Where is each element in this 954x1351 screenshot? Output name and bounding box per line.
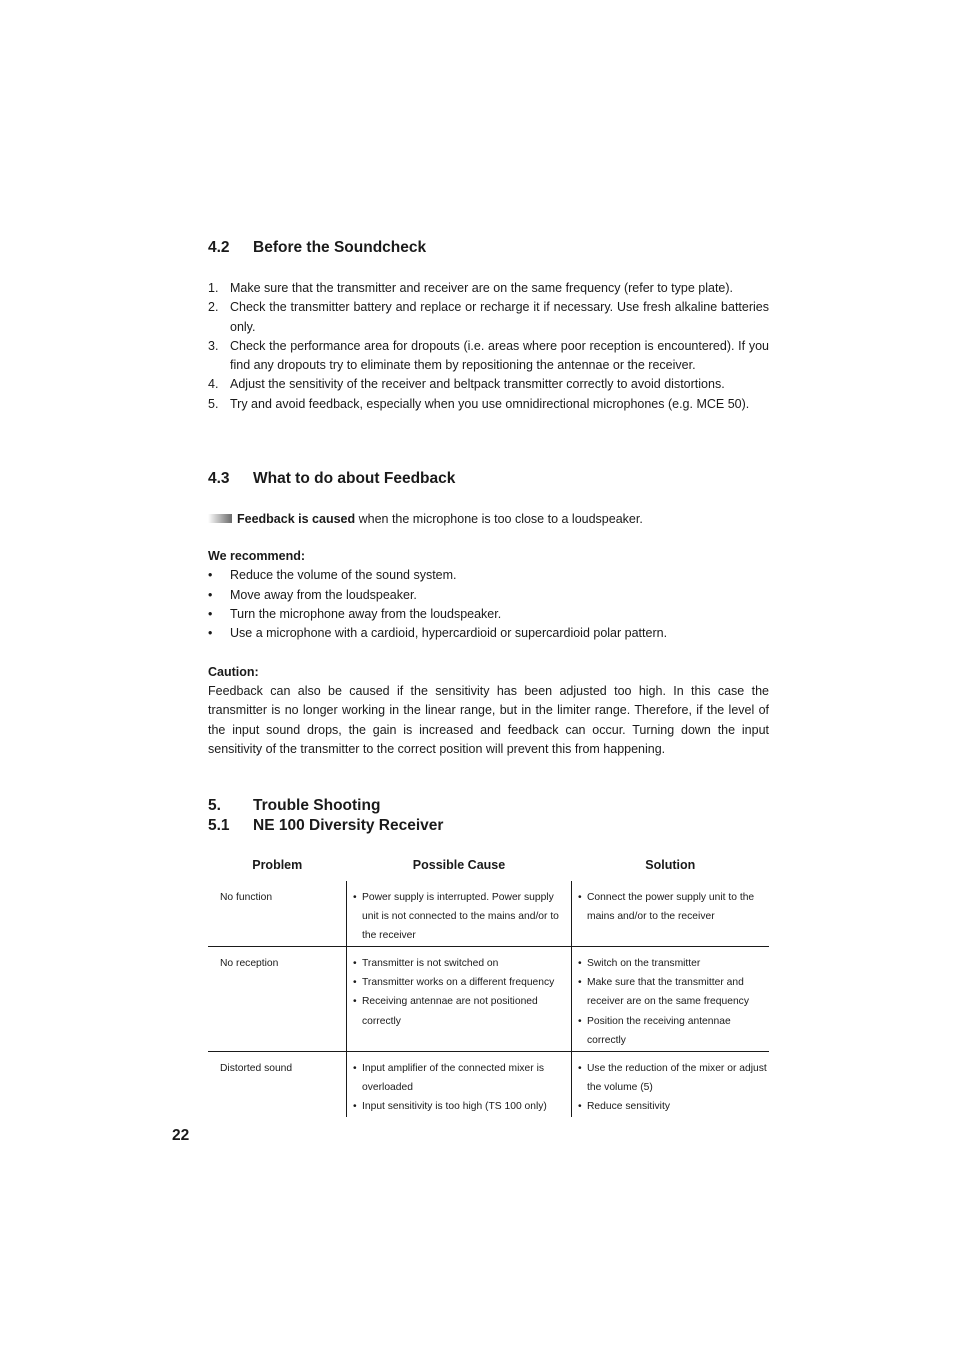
list-item: • Use the reduction of the mixer or adjust the volume (5) [578, 1059, 769, 1097]
list-item: 1. Make sure that the transmitter and receiver are on the same frequency (refer to type plate). [208, 281, 734, 295]
bullet-icon: • [353, 977, 357, 989]
section-title: What to do about Feedback [253, 470, 456, 487]
list-item: • Transmitter is not switched on [353, 954, 571, 973]
bullet-icon: • [208, 568, 213, 583]
list-item: • Reduce sensitivity [578, 1097, 769, 1116]
section-title: Before the Soundcheck [253, 239, 427, 256]
cause-cell [347, 947, 572, 1051]
section-title: Trouble Shooting [253, 797, 381, 814]
list-item: • Make sure that the transmitter and receiver are on the same frequency [578, 973, 769, 1011]
list-item: • Move away from the loudspeaker. [208, 586, 769, 605]
problem-cell: No reception [208, 947, 347, 1051]
table-header-row [208, 855, 769, 881]
section-heading [208, 238, 769, 258]
section-trouble-shooting [208, 796, 769, 836]
feedback-note: Feedback is caused when the microphone is too close to a loudspeaker. [208, 510, 769, 529]
column-header-cause: Possible Cause [412, 858, 506, 872]
cause-cell [347, 881, 572, 947]
bullet-icon: • [353, 996, 357, 1008]
list-item: • Reduce the volume of the sound system. [208, 566, 769, 585]
list-item: • Connect the power supply unit to the mains and/or to the receiver [578, 888, 769, 926]
bullet-icon: • [578, 892, 582, 903]
note-marker-icon [208, 514, 232, 523]
column-header-solution: Solution [645, 858, 696, 872]
bullet-icon: • [353, 892, 357, 903]
bullet-icon: • [208, 587, 213, 602]
list-item: 5. Try and avoid feedback, especially when you use omnidirectional microphones (e.g. MCE 50). [208, 396, 750, 411]
troubleshooting-table-wrapper [208, 855, 769, 1117]
recommendations-list [208, 566, 769, 643]
troubleshooting-table [208, 855, 769, 1117]
bullet-icon: • [578, 1100, 582, 1112]
section-before-soundcheck [208, 238, 769, 414]
list-item: 4. Adjust the sensitivity of the receiver and beltpack transmitter correctly to avoid distortions. [208, 377, 725, 392]
caution-label: Caution: [208, 665, 259, 680]
list-item: • Receiving antennae are not positioned correctly [353, 992, 571, 1030]
list-item: • Use a microphone with a cardioid, hypercardioid or supercardioid polar pattern. [208, 624, 769, 643]
section-heading [208, 796, 769, 816]
column-header-problem: Problem [252, 858, 303, 872]
recommend-label: We recommend: [208, 549, 306, 564]
problem-cell: Distorted sound [220, 1062, 293, 1074]
soundcheck-steps [208, 279, 769, 414]
solution-cell [572, 1051, 770, 1117]
section-heading [208, 469, 769, 489]
bullet-icon: • [578, 977, 582, 989]
list-item: • Input amplifier of the connected mixer is overloaded [353, 1059, 571, 1097]
bullet-icon: • [353, 958, 357, 970]
subsection-heading [208, 816, 769, 836]
bullet-icon: • [578, 958, 582, 970]
subsection-title: NE 100 Diversity Receiver [253, 817, 444, 834]
bullet-icon: • [208, 606, 213, 621]
solution-cell [572, 947, 770, 1051]
list-item: • Switch on the transmitter [578, 954, 769, 973]
caution-text: Feedback can also be caused if the sensitivity has been adjusted too high. In this case the transmitter is no longer working in the linear range, but in the limiter range. Therefore, if the level of the input sound drops, the gain is increased and feedback can occur. Turning down the input sensitivity of the transmitter to the correct position will prevent this from happening. [208, 684, 769, 756]
bullet-icon: • [578, 1062, 582, 1074]
list-item: 2. Check the transmitter battery and replace or recharge it if necessary. Use fresh alkaline batteries only. [208, 300, 769, 334]
solution-cell [572, 881, 770, 947]
section-number: 4.3 [208, 470, 230, 487]
section-number: 5. [208, 797, 221, 814]
list-item: • Position the receiving antennae correctly [578, 1012, 769, 1050]
table-row [208, 947, 769, 1051]
list-item: 3. Check the performance area for dropouts (i.e. areas where poor reception is encountered). If you find any dropouts try to eliminate them by repositioning the antennae or the receiver. [208, 338, 769, 373]
table-row [208, 881, 769, 947]
bullet-icon: • [208, 625, 213, 640]
list-item: • Turn the microphone away from the loudspeaker. [208, 605, 769, 624]
cause-cell [347, 1051, 572, 1117]
subsection-number: 5.1 [208, 817, 230, 834]
section-number: 4.2 [208, 239, 230, 256]
section-feedback [208, 469, 769, 759]
list-item: • Power supply is interrupted. Power supply unit is not connected to the mains and/or to the receiver [353, 888, 571, 945]
problem-cell: No function [208, 881, 347, 947]
bullet-icon: • [353, 1062, 357, 1074]
list-item: • Input sensitivity is too high (TS 100 only) [353, 1097, 571, 1116]
bullet-icon: • [578, 1015, 582, 1027]
list-item: • Transmitter works on a different frequency [353, 973, 571, 992]
page-number: 22 [172, 1127, 190, 1144]
table-row [208, 1051, 769, 1117]
bullet-icon: • [353, 1100, 357, 1112]
